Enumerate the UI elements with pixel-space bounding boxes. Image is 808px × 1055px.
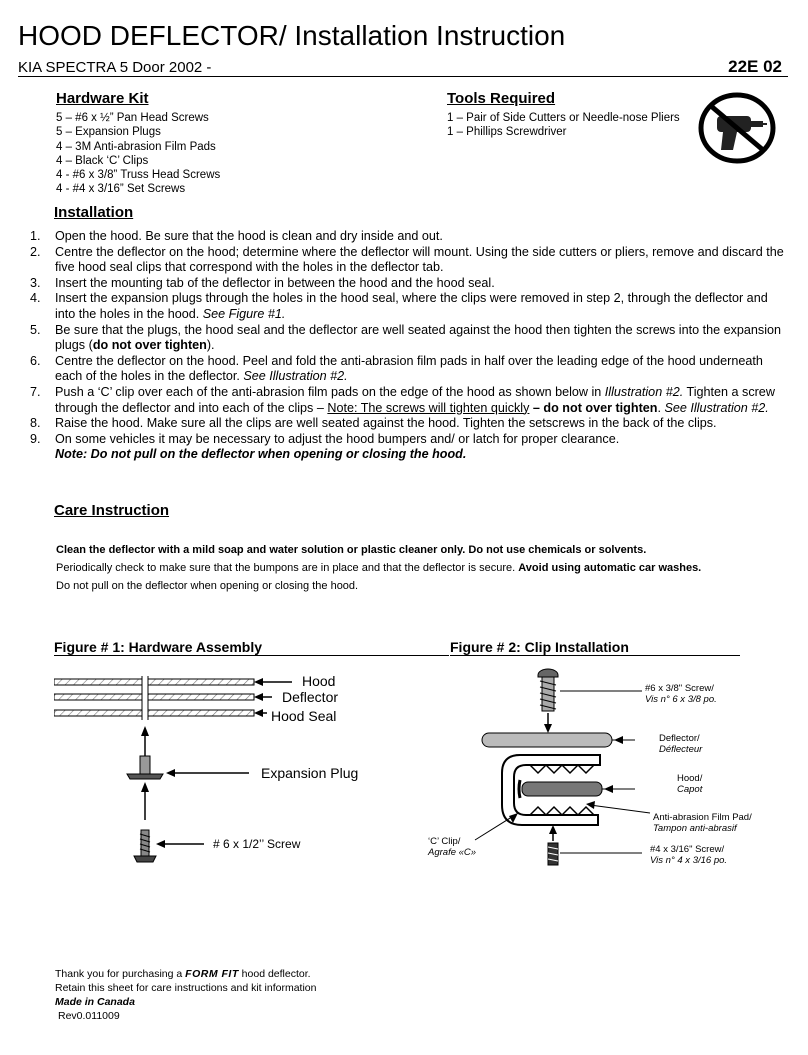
hardware-kit-list bbox=[56, 111, 220, 197]
pan-head-screw-icon bbox=[134, 830, 156, 862]
label-screw: # 6 x 1/2’’ Screw bbox=[213, 837, 301, 851]
list-item: 1 – Phillips Screwdriver bbox=[447, 126, 567, 139]
list-item: 4 – Black ‘C’ Clips bbox=[56, 154, 149, 167]
hood-part bbox=[522, 782, 602, 796]
list-item: 4 – 3M Anti-abrasion Film Pads bbox=[56, 140, 216, 153]
care-line-3: Do not pull on the deflector when opening or closing the hood. bbox=[56, 580, 359, 592]
step-1: 1. Open the hood. Be sure that the hood is clean and dry inside and out. bbox=[30, 229, 443, 243]
truss-screw-icon bbox=[538, 669, 558, 711]
label-truss-screw: #6 x 3/8" Screw/ Vis n° 6 x 3/8 po. bbox=[645, 683, 717, 705]
thanks-line: Thank you for purchasing a FORM FIT hood deflector. bbox=[55, 968, 311, 980]
expansion-plug-icon bbox=[127, 756, 163, 779]
step-3: 3. Insert the mounting tab of the deflector in between the hood and the hood seal. bbox=[30, 275, 495, 290]
retain-line: Retain this sheet for care instructions and kit information bbox=[55, 982, 317, 994]
installation-heading: Installation bbox=[54, 204, 134, 221]
care-text bbox=[56, 541, 796, 595]
tools-list bbox=[447, 111, 680, 140]
hood-seal-layer bbox=[54, 710, 254, 716]
figure1-title: Figure # 1: Hardware Assembly bbox=[54, 639, 263, 655]
label-deflector-fr: Deflector/ Déflecteur bbox=[659, 733, 703, 755]
label-hood-seal: Hood Seal bbox=[271, 708, 337, 724]
step-9: 9. On some vehicles it may be necessary to adjust the hood bumpers and/ or latch for proper clearance. bbox=[30, 431, 620, 446]
step-8: 8. Raise the hood. Make sure all the clips are well seated against the hood. Tighten the setscrews in the back of the clips. bbox=[30, 416, 717, 431]
product-code: 22E 02 bbox=[728, 57, 782, 76]
revision: Rev0.011009 bbox=[58, 1010, 120, 1022]
step-5: 5. Be sure that the plugs, the hood seal and the deflector are well seated against the hood then tighten the screws into the expansion plugs (do not over tighten). bbox=[30, 322, 782, 353]
installation-steps bbox=[30, 229, 790, 463]
step-6: 6. Centre the deflector on the hood. Peel and fold the anti-abrasion film pads in half over the leading edge of the hood underneath each of the holes in the deflector. See Illustration #2. bbox=[30, 353, 763, 384]
list-item: 1 – Pair of Side Cutters or Needle-nose Pliers bbox=[447, 112, 680, 124]
tools-heading: Tools Required bbox=[447, 90, 556, 107]
care-line-2: Periodically check to make sure that the bumpons are in place and that the deflector is secure. Avoid using automatic car washes. bbox=[56, 562, 702, 574]
made-in: Made in Canada bbox=[55, 996, 135, 1008]
list-item: 4 - #6 x 3/8” Truss Head Screws bbox=[56, 169, 221, 182]
label-film-pad: Anti-abrasion Film Pad/ Tampon anti-abrasif bbox=[653, 812, 752, 834]
set-screw-icon bbox=[548, 843, 558, 865]
vehicle-model: KIA SPECTRA 5 Door 2002 - bbox=[18, 59, 212, 76]
deflector-layer bbox=[54, 694, 254, 700]
page-title: HOOD DEFLECTOR/ Installation Instruction bbox=[18, 20, 566, 51]
footer bbox=[55, 967, 316, 1023]
step-7: 7. Push a ‘C’ clip over each of the anti-abrasion film pads on the edge of the hood as shown below in Illustration #2. Tighten a screw through the deflector and into each of the clips – Note: The screws will tighten quickly – do not over tighten. See Illustration #2. bbox=[30, 384, 775, 415]
hood-layer bbox=[54, 679, 254, 685]
label-c-clip: ‘C’ Clip/ Agrafe «C» bbox=[428, 836, 477, 858]
film-pad-part bbox=[519, 780, 520, 798]
figure2-rule bbox=[450, 655, 740, 656]
deflector-part bbox=[482, 733, 612, 747]
list-item: 4 - #4 x 3/16” Set Screws bbox=[56, 183, 186, 196]
step-2: 2. Centre the deflector on the hood; determine where the deflector will mount. Using the side cutters or pliers, remove and discard the five hood seal clips that correspond with the holes in the deflector tab. bbox=[30, 244, 784, 275]
list-item: 5 – Expansion Plugs bbox=[56, 126, 161, 139]
label-set-screw: #4 x 3/16" Screw/ Vis n° 4 x 3/16 po. bbox=[650, 844, 728, 866]
brand-logo: FORM FIT bbox=[185, 968, 239, 980]
no-power-drill-icon bbox=[697, 92, 777, 164]
label-hood-fr: Hood/ Capot bbox=[677, 773, 703, 795]
list-item: 5 – #6 x ½” Pan Head Screws bbox=[56, 112, 209, 124]
step-4: 4. Insert the expansion plugs through the holes in the hood seal, where the clips were removed in step 2, through the deflector and into the holes in the hood. See Figure #1. bbox=[30, 291, 768, 321]
label-hood: Hood bbox=[302, 673, 336, 689]
care-line-1: Clean the deflector with a mild soap and water solution or plastic cleaner only. Do not use chemicals or solvents. bbox=[56, 544, 647, 556]
figure1-rule bbox=[54, 655, 449, 656]
hardware-kit-heading: Hardware Kit bbox=[56, 90, 149, 107]
label-expansion-plug: Expansion Plug bbox=[261, 765, 359, 781]
figure2-title: Figure # 2: Clip Installation bbox=[450, 639, 629, 655]
installation-note: Note: Do not pull on the deflector when opening or closing the hood. bbox=[55, 447, 467, 462]
care-heading: Care Instruction bbox=[54, 502, 170, 519]
label-deflector: Deflector bbox=[282, 689, 339, 705]
